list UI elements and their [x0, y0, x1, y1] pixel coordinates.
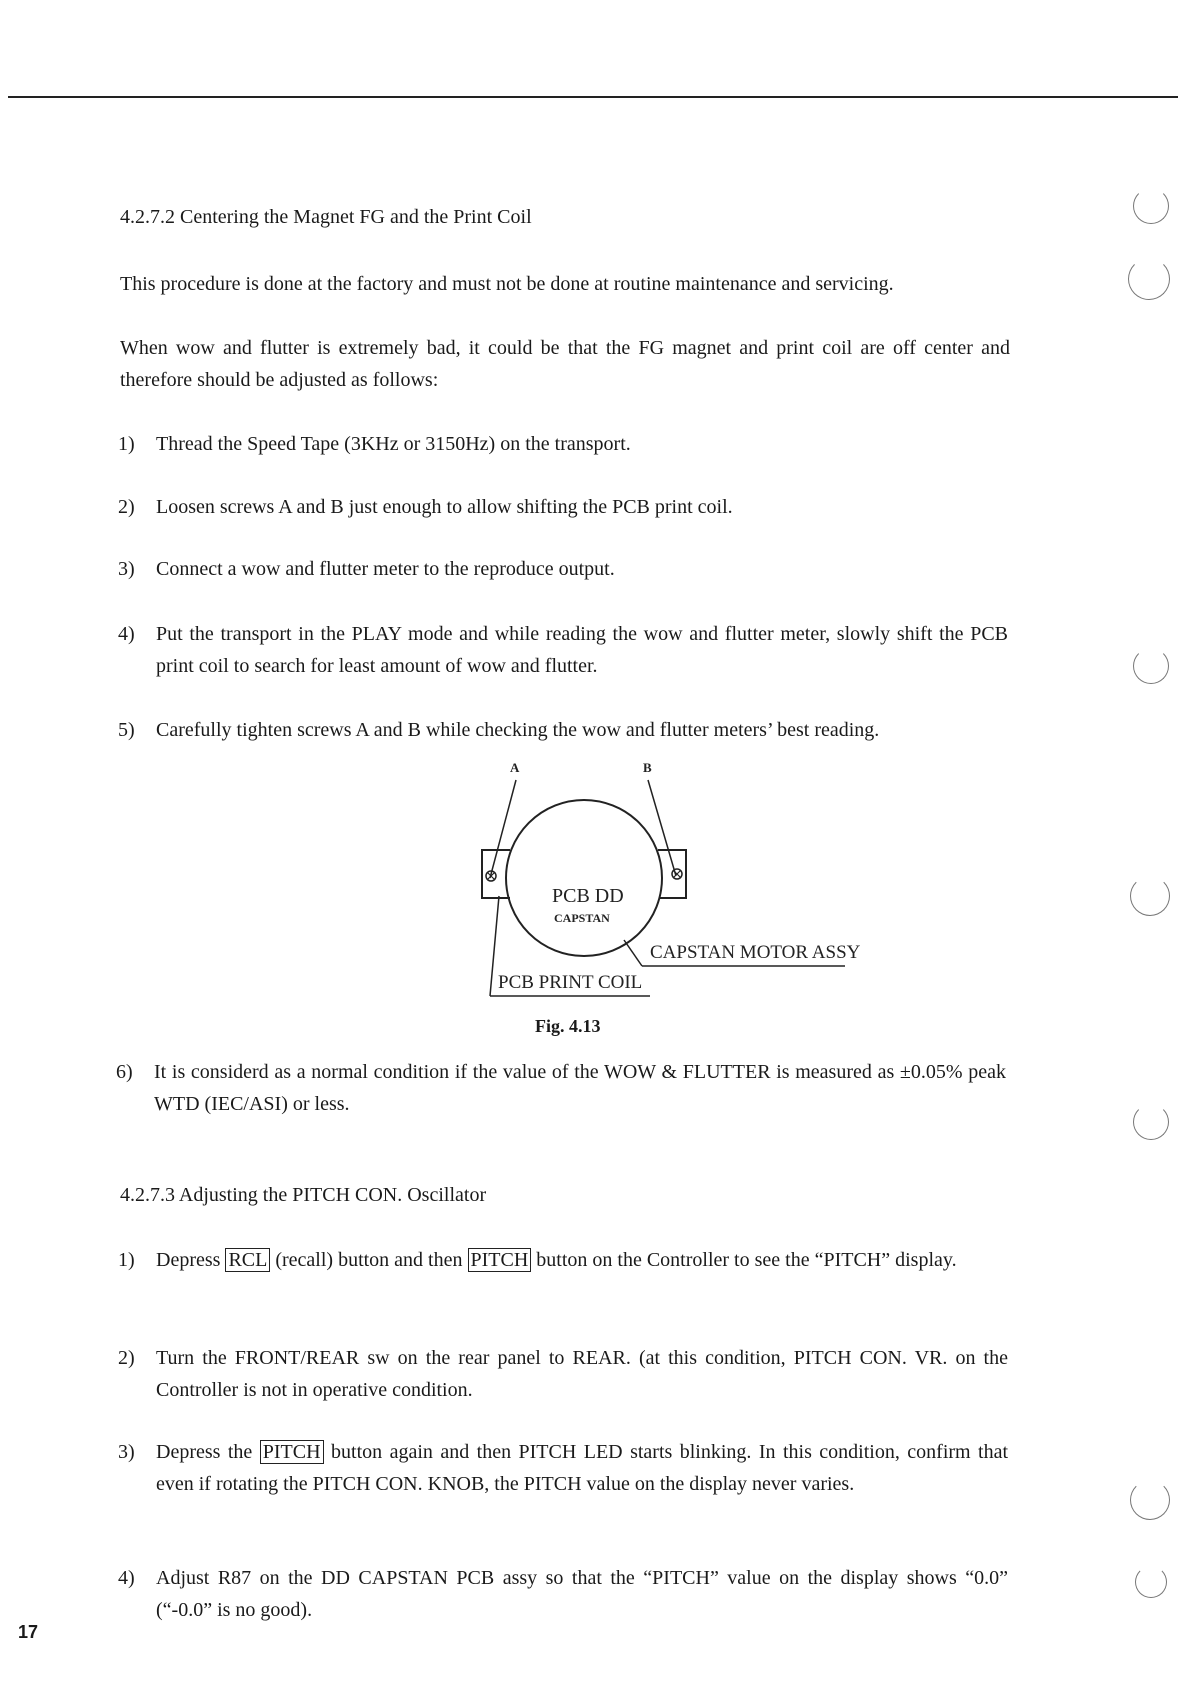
pitch-key-label: PITCH — [468, 1248, 532, 1272]
section-heading-4272: 4.2.7.2 Centering the Magnet FG and the Print Coil — [120, 206, 532, 228]
step-text — [156, 1436, 1008, 1500]
pitch-step-2 — [118, 1342, 1008, 1406]
pitch-step-3 — [118, 1436, 1008, 1500]
step-text: Carefully tighten screws A and B while checking the wow and flutter meters’ best reading. — [156, 719, 880, 741]
step-1 — [118, 428, 1008, 460]
binder-hole-4 — [1130, 876, 1170, 916]
section-heading-4273: 4.2.7.3 Adjusting the PITCH CON. Oscillator — [120, 1184, 487, 1206]
step-number: 1) — [118, 1249, 135, 1271]
print-coil-label: PCB PRINT COIL — [498, 972, 643, 993]
label-a: A — [510, 760, 520, 775]
figure-caption: Fig. 4.13 — [535, 1016, 601, 1036]
step-number: 3) — [118, 558, 135, 580]
binder-hole-7 — [1135, 1566, 1167, 1598]
step-text: Thread the Speed Tape (3KHz or 3150Hz) on the transport. — [156, 433, 631, 455]
capstan-motor-label: CAPSTAN MOTOR ASSY — [650, 942, 861, 963]
intro-paragraph-1: This procedure is done at the factory and must not be done at routine maintenance and servicing. — [120, 273, 894, 295]
step-text: Connect a wow and flutter meter to the reproduce output. — [156, 558, 615, 580]
step-number: 4) — [118, 623, 135, 645]
step-text: It is considerd as a normal condition if the value of the WOW & FLUTTER is measured as ±0.05% peak WTD (IEC/ASI) or less. — [154, 1061, 1006, 1115]
figure-capstan-diagram — [440, 756, 900, 1026]
screw-b-cross — [673, 870, 681, 878]
leader-b — [648, 780, 676, 876]
label-b: B — [643, 760, 652, 775]
step-number: 2) — [118, 496, 135, 518]
binder-hole-6 — [1130, 1480, 1170, 1520]
step-3 — [118, 553, 1008, 585]
step-5 — [118, 714, 1008, 746]
header-rule — [8, 96, 1178, 98]
step-number: 4) — [118, 1567, 135, 1589]
step-text-pre: Depress the — [156, 1441, 253, 1463]
step-text-pre: Depress — [156, 1249, 221, 1271]
step-text: Adjust R87 on the DD CAPSTAN PCB assy so that the “PITCH” value on the display shows “0.0” (“-0.0” is no good). — [156, 1567, 1008, 1621]
capstan-label: CAPSTAN — [554, 911, 610, 925]
binder-hole-1 — [1133, 188, 1169, 224]
step-text: Turn the FRONT/REAR sw on the rear panel to REAR. (at this condition, PITCH CON. VR. on the Controller is not in operative condition. — [156, 1347, 1008, 1401]
step-text-post: button on the Controller to see the “PITCH” display. — [536, 1249, 957, 1271]
step-text: Put the transport in the PLAY mode and while reading the wow and flutter meter, slowly shift the PCB print coil to search for least amount of wow and flutter. — [156, 623, 1008, 677]
step-6 — [116, 1056, 1006, 1120]
binder-hole-2 — [1128, 258, 1170, 300]
intro-paragraph-2: When wow and flutter is extremely bad, it could be that the FG magnet and print coil are off center and therefore should be adjusted as follows: — [120, 337, 1010, 391]
capstan-motor-circle — [506, 800, 662, 956]
step-number: 2) — [118, 1347, 135, 1369]
binder-hole-3 — [1133, 648, 1169, 684]
step-number: 1) — [118, 433, 135, 455]
step-text — [156, 1244, 1008, 1276]
step-number: 3) — [118, 1441, 135, 1463]
step-4 — [118, 618, 1008, 682]
step-text-mid: (recall) button and then — [275, 1249, 463, 1271]
step-text-post: button again and then PITCH LED starts blinking. In this condition, confirm that even if rotating the PITCH CON. KNOB, the PITCH value on the display never varies. — [156, 1441, 1009, 1495]
leader-a — [490, 780, 516, 878]
step-2 — [118, 491, 1008, 523]
pcb-dd-label: PCB DD — [552, 885, 624, 907]
step-text: Loosen screws A and B just enough to allow shifting the PCB print coil. — [156, 496, 733, 518]
capstan-motor-leader — [624, 940, 642, 966]
step-number: 5) — [118, 719, 135, 741]
step-number: 6) — [116, 1061, 133, 1083]
rcl-key-label: RCL — [225, 1248, 270, 1272]
page-number: 17 — [18, 1622, 39, 1642]
pitch-key-label: PITCH — [260, 1440, 324, 1464]
binder-hole-5 — [1133, 1104, 1169, 1140]
pitch-step-1 — [118, 1244, 1008, 1276]
pitch-step-4 — [118, 1562, 1008, 1626]
